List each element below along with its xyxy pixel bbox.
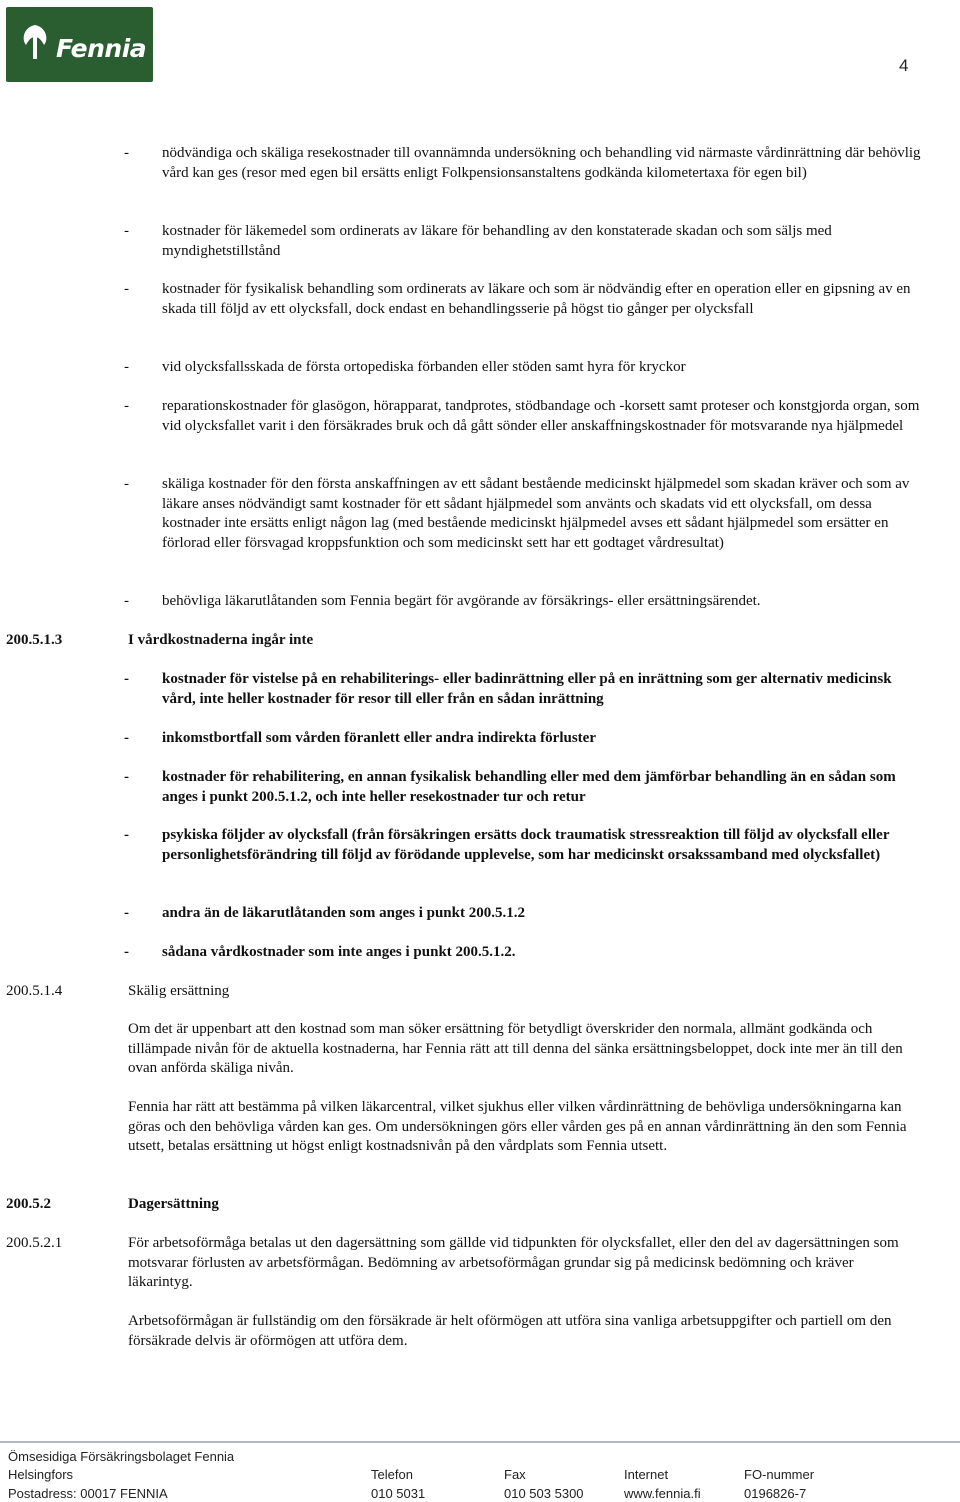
paragraph: Om det är uppenbart att den kostnad som man söker ersättning för betydligt överskrider den normala, allmänt godkända och tillämpade nivån för de aktuella kostnaderna, har Fennia rätt att till denna del sänka ersättningsbeloppet, dock inte mer än till den ovan anförda skäliga nivån.	[128, 1021, 903, 1076]
fennia-logo	[6, 7, 153, 82]
paragraph: Arbetsoförmågan är fullständig om den försäkrade är helt oförmögen att utföra sina vanliga arbetsuppgifter och partiell om den försäkrade delvis är oförmögen att utföra dem.	[128, 1313, 892, 1349]
section-number: 200.5.1.3	[6, 632, 63, 648]
footer-fax-label: Fax	[504, 1467, 526, 1482]
section-heading: Dagersättning	[128, 1196, 219, 1212]
list-item: kostnader för fysikalisk behandling som ordinerats av läkare och som är nödvändig efter en operation eller en gipsning av en skada till följd av ett olycksfall, dock endast en behandlingsserie på högst tio gånger per olycksfall	[162, 281, 911, 317]
list-bullet: -	[124, 145, 129, 161]
list-bullet: -	[124, 398, 129, 414]
list-bullet: -	[124, 476, 129, 492]
list-item: skäliga kostnader för den första anskaffningen av ett sådant bestående medicinskt hjälpmedel som skadan kräver och som av läkare anses nödvändigt samt kostnader för ett sådant hjälpmedel som använts och skadats vid ett olycksfall, om dessa kostnader inte ersätts enligt någon lag (med bestående medicinskt hjälpmedel avses ett sådant hjälpmedel som ersätter en förlorad eller försvagad kroppsfunktion och som medicinskt sett har ett godtaget vårdresultat)	[162, 476, 910, 551]
section-heading: Skälig ersättning	[128, 983, 230, 999]
list-item: sådana vårdkostnader som inte anges i punkt 200.5.1.2.	[162, 944, 516, 960]
fennia-leaf-icon	[20, 23, 50, 63]
paragraph: Fennia har rätt att bestämma på vilken läkarcentral, vilket sjukhus eller vilken vårdinrättning de behövliga undersökningarna kan göras och den behövliga vården kan ges. Om undersökningen görs eller vården ges på en annan vårdinrättning än den som Fennia utsett, betalas ersättning ut högst enligt kostnadsnivån på den vårdplats som Fennia utsett.	[128, 1099, 907, 1154]
section-number: 200.5.2	[6, 1196, 51, 1212]
footer-phone: 010 5031	[371, 1486, 426, 1501]
list-bullet: -	[124, 730, 129, 746]
list-item: inkomstbortfall som vården föranlett eller andra indirekta förluster	[162, 730, 596, 746]
footer-fo: 0196826-7	[744, 1486, 807, 1501]
section-heading: I vårdkostnaderna ingår inte	[128, 632, 314, 648]
list-bullet: -	[124, 769, 129, 785]
footer-city: Helsingfors	[8, 1467, 74, 1482]
footer-company: Ömsesidiga Försäkringsbolaget Fennia	[8, 1449, 235, 1464]
page-number: 4	[899, 56, 909, 75]
list-item: kostnader för läkemedel som ordinerats av läkare för behandling av den konstaterade skadan och som säljs med myndighetstillstånd	[162, 223, 832, 259]
list-bullet: -	[124, 281, 129, 297]
footer-address: Postadress: 00017 FENNIA	[8, 1486, 168, 1501]
list-bullet: -	[124, 359, 129, 375]
footer-internet: www.fennia.fi	[624, 1486, 701, 1501]
section-number: 200.5.1.4	[6, 983, 63, 999]
list-item: kostnader för vistelse på en rehabiliterings- eller badinrättning eller på en inrättning som ger alternativ medicinsk vård, inte heller kostnader för resor till eller från en sådan inrättning	[162, 671, 892, 707]
list-item: andra än de läkarutlåtanden som anges i punkt 200.5.1.2	[162, 905, 525, 921]
footer-divider	[0, 1441, 960, 1443]
list-item: nödvändiga och skäliga resekostnader till ovannämnda undersökning och behandling vid närmaste vårdinrättning där behövlig vård kan ges (resor med egen bil ersätts enligt Folkpensionsanstaltens godkända kilometertaxa för egen bil)	[162, 145, 921, 181]
logo-text: Fennia	[56, 34, 147, 63]
list-item: psykiska följder av olycksfall (från försäkringen ersätts dock traumatisk stressreaktion till följd av olycksfall eller personlighetsförändring till följd av förödande upplevelse, som har medicinskt orsakssamband med olycksfallet)	[162, 827, 890, 863]
list-item: kostnader för rehabilitering, en annan fysikalisk behandling eller med dem jämförbar behandling än en sådan som anges i punkt 200.5.1.2, och inte heller resekostnader tur och retur	[162, 769, 896, 805]
footer-fo-label: FO-nummer	[744, 1467, 815, 1482]
list-item: behövliga läkarutlåtanden som Fennia begärt för avgörande av försäkrings- eller ersättningsärendet.	[162, 593, 761, 609]
list-bullet: -	[124, 944, 129, 960]
section-number: 200.5.2.1	[6, 1235, 63, 1251]
list-bullet: -	[124, 593, 129, 609]
footer-phone-label: Telefon	[371, 1467, 413, 1482]
list-bullet: -	[124, 671, 129, 687]
list-item: reparationskostnader för glasögon, hörapparat, tandprotes, stödbandage och -korsett samt proteser och konstgjorda organ, som vid olycksfallet varit i den försäkrades bruk och då gått sönder eller anskaffningskostnader för motsvarande nya hjälpmedel	[162, 398, 920, 434]
footer-fax: 010 503 5300	[504, 1486, 584, 1501]
list-bullet: -	[124, 827, 129, 843]
list-item: vid olycksfallsskada de första ortopediska förbanden eller stöden samt hyra för kryckor	[162, 359, 686, 375]
list-bullet: -	[124, 223, 129, 239]
paragraph: För arbetsoförmåga betalas ut den dagersättning som gällde vid tidpunkten för olycksfallet, eller den del av dagersättningen som motsvarar förlusten av arbetsförmågan. Bedömning av arbetsoförmågan grundar sig på medicinsk bedömning och kräver läkarintyg.	[128, 1235, 899, 1290]
footer-internet-label: Internet	[624, 1467, 669, 1482]
list-bullet: -	[124, 905, 129, 921]
